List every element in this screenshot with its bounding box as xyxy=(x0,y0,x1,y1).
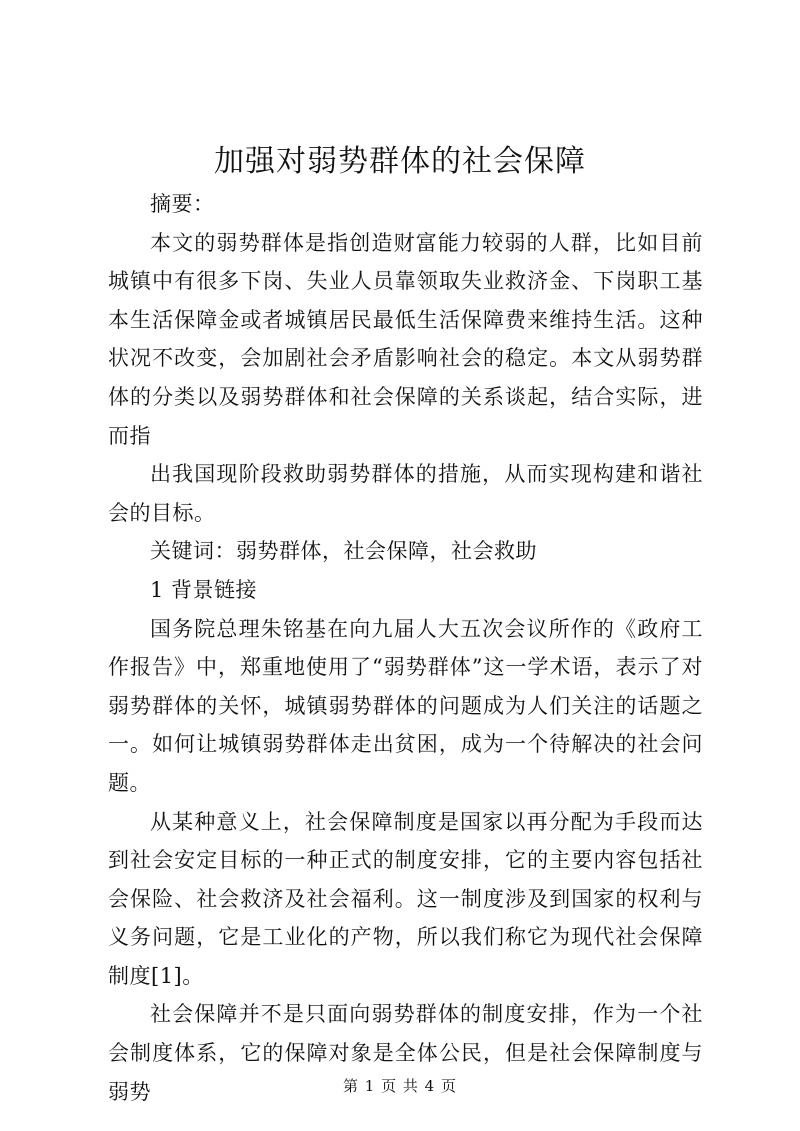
keywords-line: 关键词：弱势群体，社会保障，社会救助 xyxy=(150,539,537,564)
body-paragraph: 国务院总理朱铭基在向九届人大五次会议所作的《政府工作报告》中，郑重地使用了“弱势群体”这一学术语，表示了对弱势群体的关怀，城镇弱势群体的问题成为人们关注的话题之一。如何让城镇弱势群体走出贫困，成为一个待解决的社会问题。 xyxy=(108,616,703,795)
abstract-heading: 摘要： xyxy=(150,192,215,216)
body-paragraph: 社会保障并不是只面向弱势群体的制度安排，作为一个社会制度体系，它的保障对象是全体公民，但是社会保障制度与弱势 xyxy=(108,1002,703,1104)
page-footer: 第 1 页 共 4 页 xyxy=(343,1077,457,1095)
section-heading: 1 背景链接 xyxy=(150,577,258,602)
document-title: 加强对弱势群体的社会保障 xyxy=(214,144,586,179)
document-body xyxy=(108,185,703,1111)
abstract-continuation: 出我国现阶段救助弱势群体的措施，从而实现构建和谐社会的目标。 xyxy=(108,462,703,525)
abstract-paragraph: 本文的弱势群体是指创造财富能力较弱的人群，比如目前城镇中有很多下岗、失业人员靠领取失业救济金、下岗职工基本生活保障金或者城镇居民最低生活保障费来维持生活。这种状况不改变，会加剧社会矛盾影响社会的稳定。本文从弱势群体的分类以及弱势群体和社会保障的关系谈起，结合实际，进而指 xyxy=(108,230,703,448)
body-paragraph: 从某种意义上，社会保障制度是国家以再分配为手段而达到社会安定目标的一种正式的制度安排，它的主要内容包括社会保险、社会救济及社会福利。这一制度涉及到国家的权利与义务问题，它是工业化的产物，所以我们称它为现代社会保障制度[1]。 xyxy=(108,809,703,988)
